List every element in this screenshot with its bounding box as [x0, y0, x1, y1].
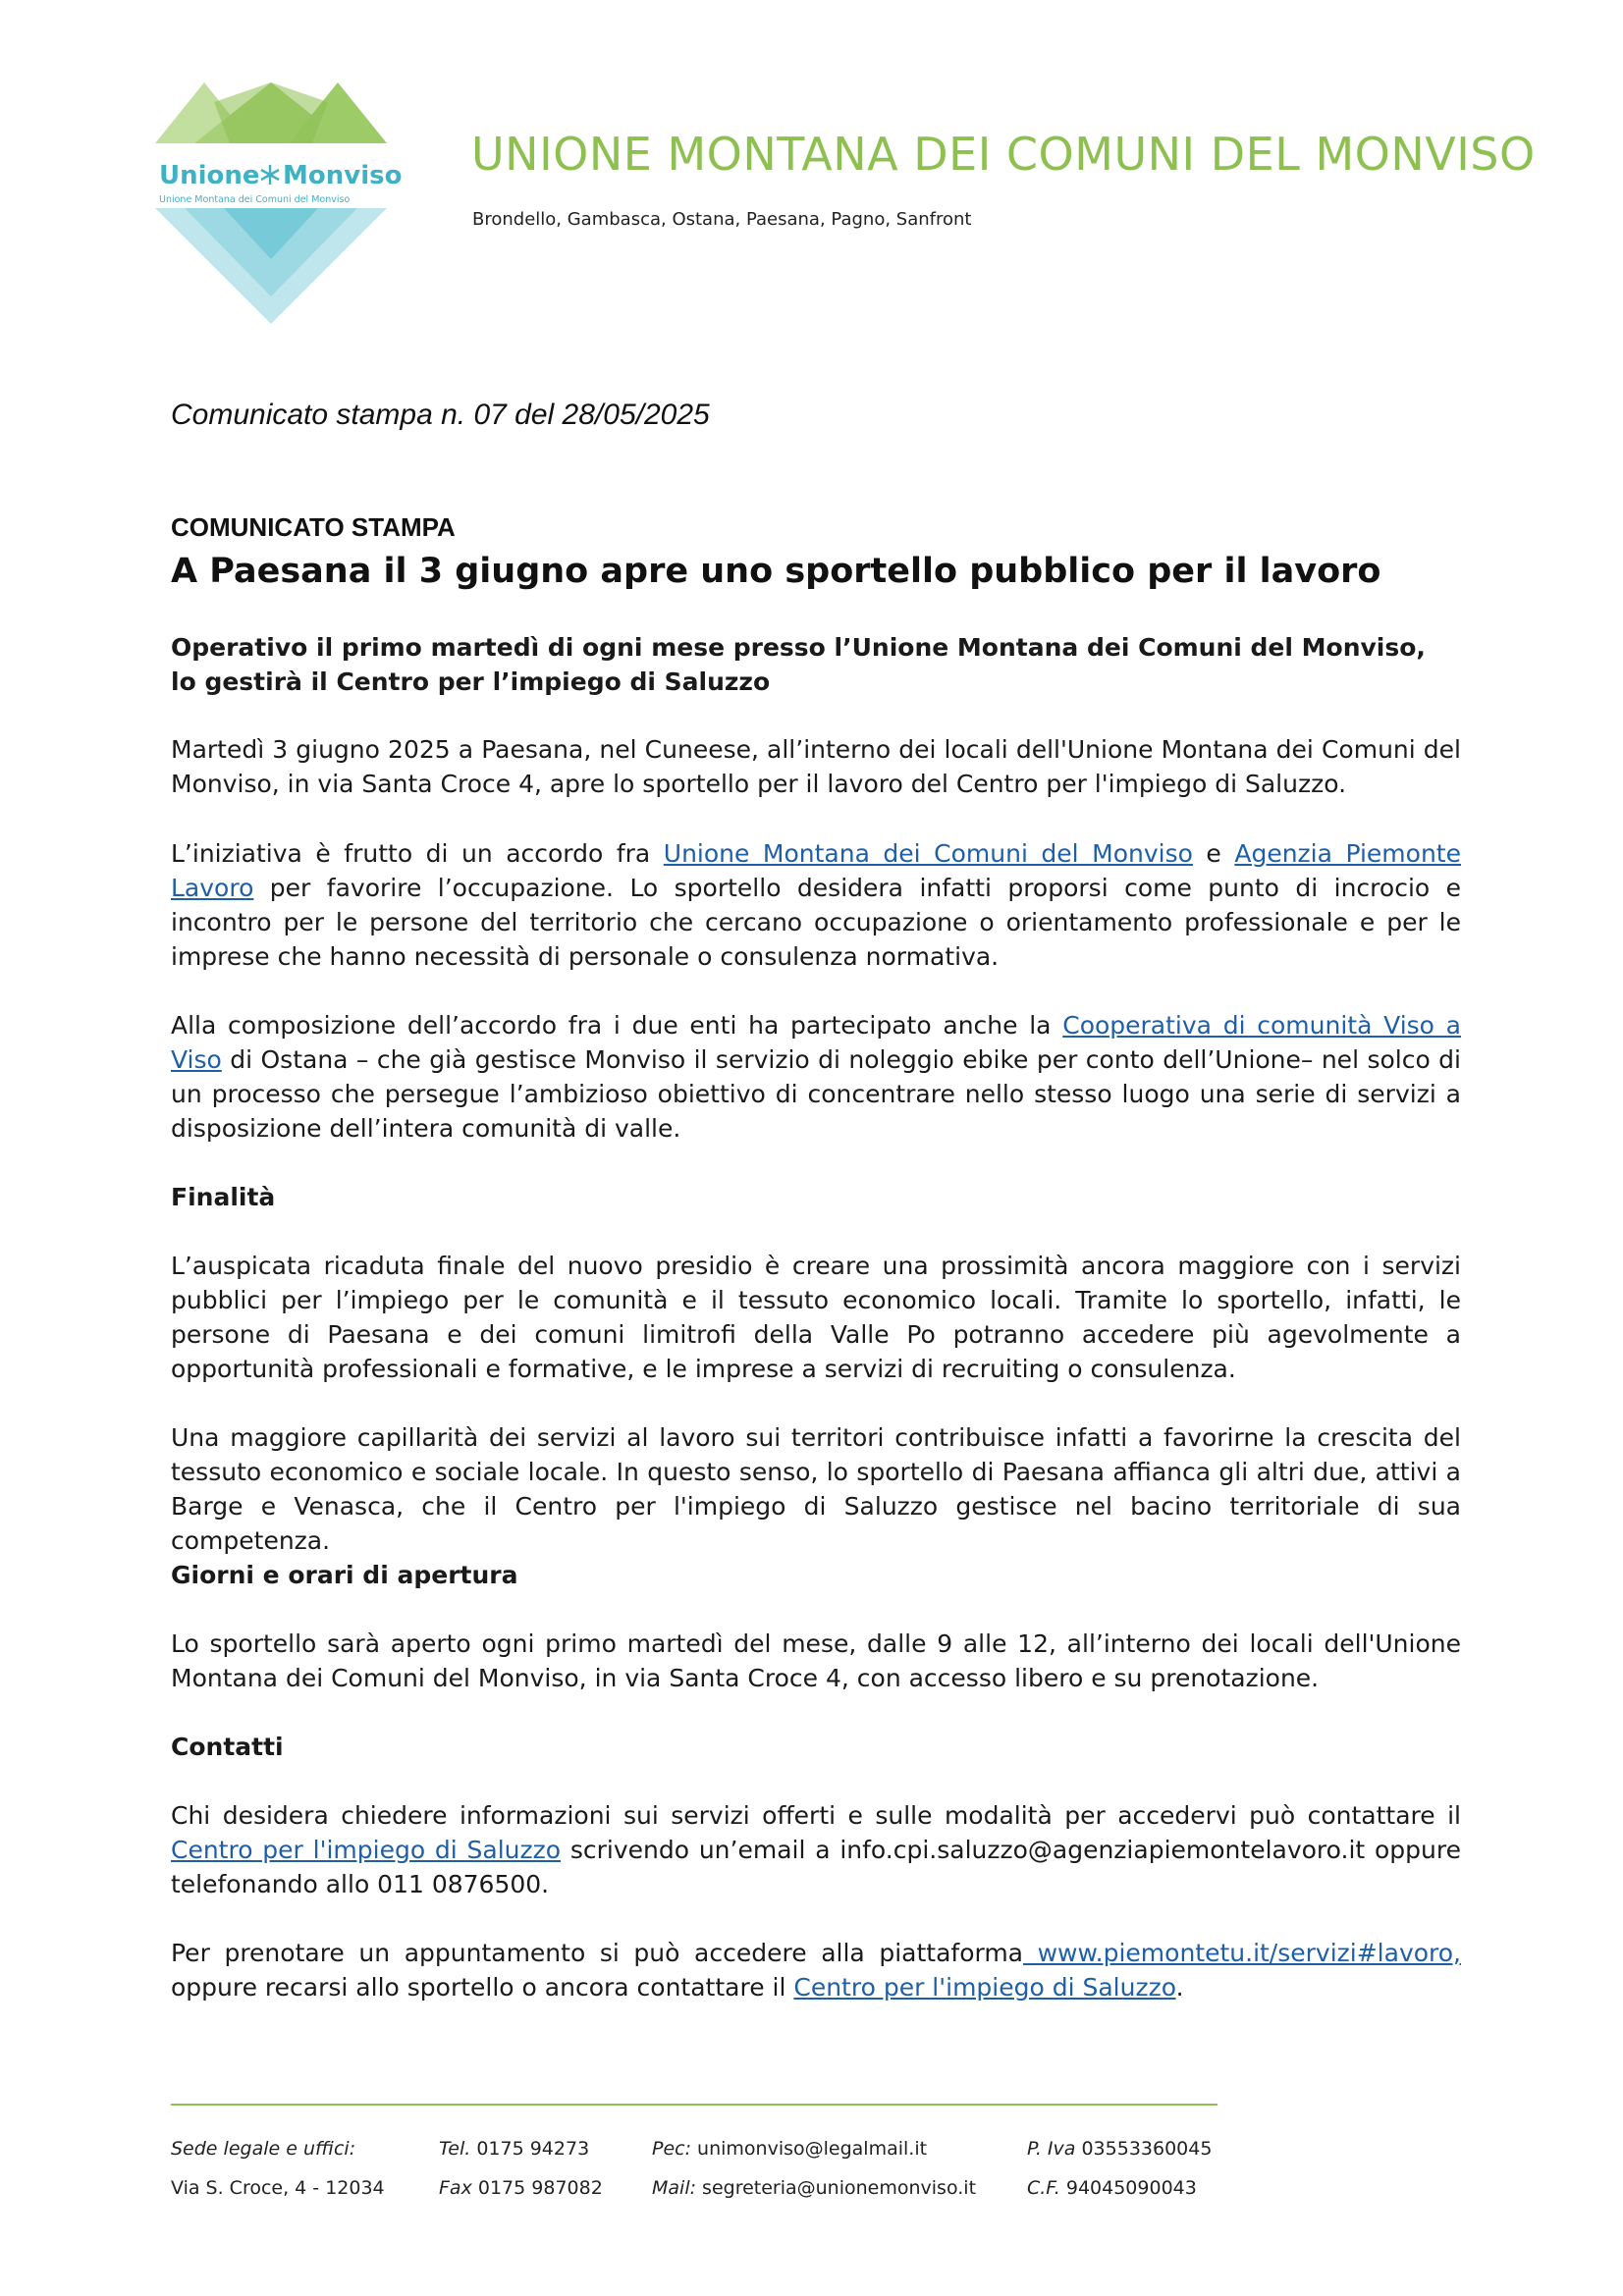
press-release-number: Comunicato stampa n. 07 del 28/05/2025 [171, 399, 710, 431]
heading-finalita: Finalità [171, 1183, 276, 1211]
paragraph-3-text-a: Alla composizione dell’accordo fra i due enti ha partecipato anche la [171, 1011, 1063, 1040]
press-kicker: COMUNICATO STAMPA [171, 512, 456, 542]
paragraph-4-text: L’auspicata ricaduta finale del nuovo presidio è creare una prossimità ancora maggiore con i servizi pubblici per l’impiego per le comunità e il tessuto economico locali. Tramite lo sportello, infatti, le persone di Paesana e dei comuni limitrofi della Valle Po potranno accedere più agevolmente a opportunità professionali e formative, e le imprese a servizi di recruiting o consulenza. [171, 1252, 1461, 1383]
paragraph-8-text-c: . [1175, 1973, 1184, 2002]
footer-sede-label: Sede legale e uffici: [171, 2138, 356, 2160]
press-subhead [171, 630, 1461, 699]
link-centro-impiego-saluzzo-2[interactable]: Centro per l'impiego di Saluzzo [793, 1973, 1176, 2002]
link-unione-montana[interactable]: Unione Montana dei Comuni del Monviso [663, 839, 1193, 868]
logo-brand-right: Monviso [283, 161, 403, 190]
press-title: A Paesana il 3 giugno apre uno sportello pubblico per il lavoro [171, 552, 1381, 591]
paragraph-8-text-b: oppure recarsi allo sportello o ancora contattare il [171, 1973, 794, 2002]
footer-tel: Tel. 0175 94273 [439, 2138, 590, 2160]
paragraph-6 [171, 1627, 1461, 1695]
heading-contatti: Contatti [171, 1733, 284, 1761]
paragraph-8 [171, 1936, 1461, 2004]
link-agenzia-piemonte-lavoro[interactable]: Agenzia Piemonte Lavoro [171, 839, 1461, 902]
paragraph-8-text-a: Per prenotare un appuntamento si può accedere alla piattaforma [171, 1939, 1023, 1967]
paragraph-7 [171, 1798, 1461, 1901]
paragraph-5 [171, 1420, 1461, 1558]
paragraph-7-text-a: Chi desidera chiedere informazioni sui servizi offerti e sulle modalità per accedervi può contattare il [171, 1801, 1461, 1830]
logo-brand-left: Unione [159, 161, 260, 190]
organization-name: UNIONE MONTANA DEI COMUNI DEL MONVISO [471, 128, 1536, 181]
snowflake-icon [261, 165, 279, 185]
footer-fax: Fax 0175 987082 [439, 2177, 603, 2199]
paragraph-5-text: Una maggiore capillarità dei servizi al lavoro sui territori contribuisce infatti a favorirne la crescita del tessuto economico e sociale locale. In questo senso, lo sportello di Paesana affianca gli altri due, attivi a Barge e Venasca, che il Centro per l'impiego di Saluzzo gestisce nel bacino territoriale di sua competenza. [171, 1423, 1461, 1555]
organization-municipalities: Brondello, Gambasca, Ostana, Paesana, Pagno, Sanfront [472, 209, 972, 230]
footer-address: Via S. Croce, 4 - 12034 [171, 2177, 385, 2199]
link-piemontetu[interactable]: www.piemontetu.it/servizi#lavoro, [1023, 1939, 1462, 1967]
paragraph-2 [171, 836, 1461, 974]
paragraph-3 [171, 1008, 1461, 1146]
footer-piva: P. Iva 03553360045 [1027, 2138, 1213, 2160]
link-cooperativa-viso-a-viso[interactable]: Cooperativa di comunità Viso a Viso [171, 1011, 1462, 1074]
paragraph-6-text: Lo sportello sarà aperto ogni primo martedì del mese, dalle 9 alle 12, all’interno dei locali dell'Unione Montana dei Comuni del Monviso, in via Santa Croce 4, con accesso libero e su prenotazione. [171, 1629, 1461, 1692]
link-centro-impiego-saluzzo-1[interactable]: Centro per l'impiego di Saluzzo [171, 1836, 562, 1864]
subhead-line-2: lo gestirà il Centro per l’impiego di Saluzzo [171, 667, 771, 696]
footer-mail: Mail: segreteria@unionemonviso.it [652, 2177, 977, 2199]
union-logo [155, 82, 403, 324]
footer-cf: C.F. 94045090043 [1027, 2177, 1197, 2199]
paragraph-1 [171, 732, 1461, 801]
logo-brand-sub: Unione Montana dei Comuni del Monviso [159, 194, 351, 205]
paragraph-7-text-b: scrivendo un’email a info.cpi.saluzzo@agenziapiemontelavoro.it oppure telefonando allo 011 0876500. [171, 1836, 1461, 1898]
footer-pec: Pec: unimonviso@legalmail.it [652, 2138, 928, 2160]
paragraph-2-text-a: L’iniziativa è frutto di un accordo fra [171, 839, 664, 868]
paragraph-1-text: Martedì 3 giugno 2025 a Paesana, nel Cuneese, all’interno dei locali dell'Unione Montana dei Comuni del Monviso, in via Santa Croce 4, apre lo sportello per il lavoro del Centro per l'impiego di Saluzzo. [171, 735, 1461, 798]
paragraph-2-text-c: per favorire l’occupazione. Lo sportello desidera infatti proporsi come punto di incrocio e incontro per le persone del territorio che cercano occupazione o orientamento professionale e per le imprese che hanno necessità di personale o consulenza normativa. [171, 874, 1461, 971]
paragraph-4 [171, 1249, 1461, 1386]
subhead-line-1: Operativo il primo martedì di ogni mese presso l’Unione Montana dei Comuni del Monviso, [171, 633, 1426, 662]
footer-divider [171, 2104, 1217, 2106]
heading-orari: Giorni e orari di apertura [171, 1561, 518, 1589]
paragraph-3-text-b: di Ostana – che già gestisce Monviso il servizio di noleggio ebike per conto dell’Unione– nel solco di un processo che persegue l’ambizioso obiettivo di concentrare nello stesso luogo una serie di servizi a disposizione dell’intera comunità di valle. [171, 1045, 1461, 1143]
paragraph-2-text-b: e [1192, 839, 1235, 868]
